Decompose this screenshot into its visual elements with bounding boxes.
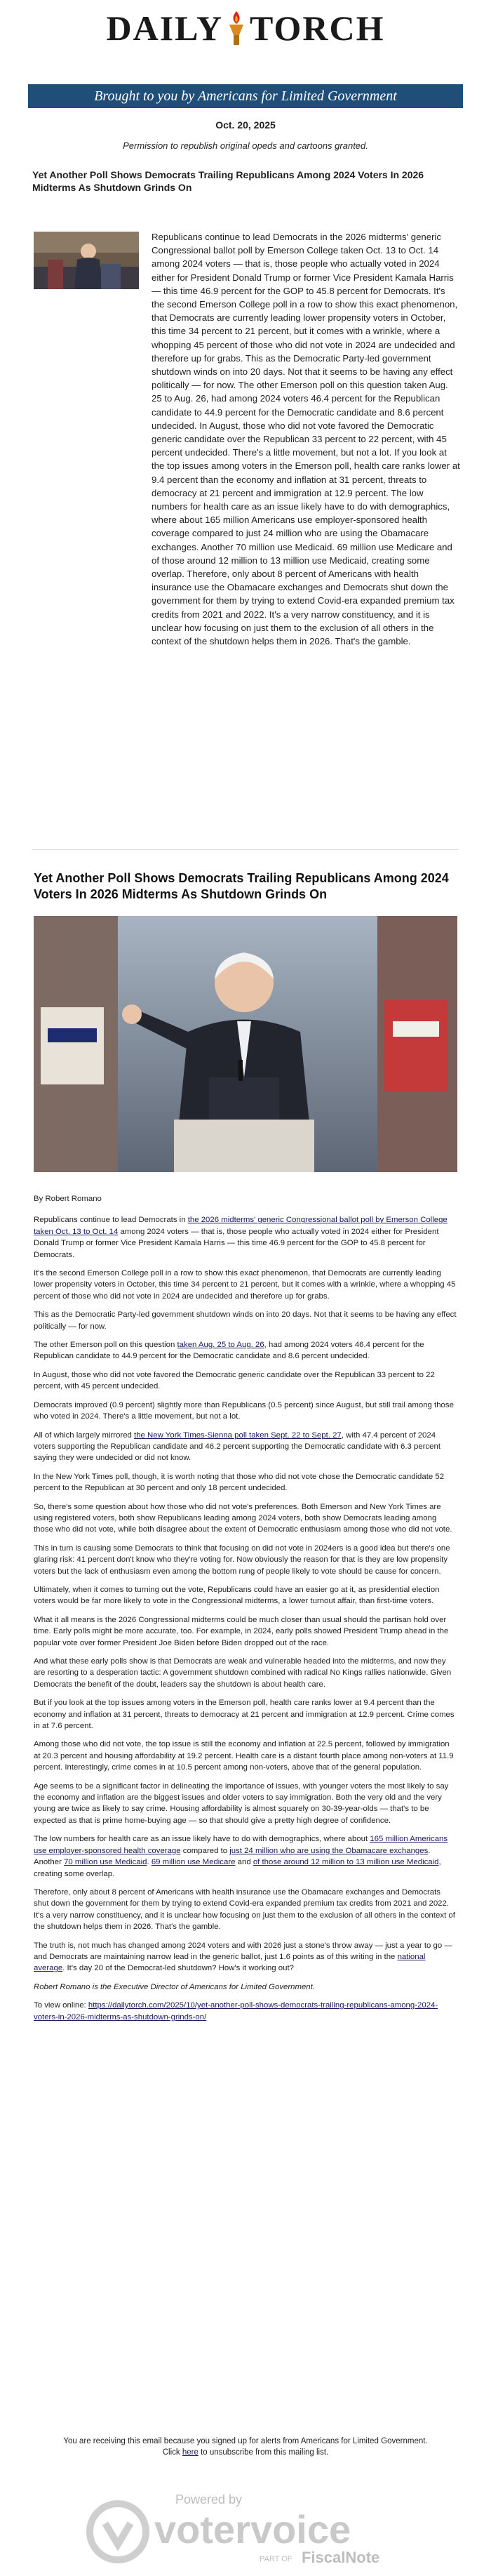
- article-paragraph: The truth is, not much has changed among 2024 voters and with 2026 just a stone's throw away — just a year to go — and Democrats are maintaining narrow lead in the generic ballot, just 1.6 points as of this writing in the national average. It's day 20 of the Democrat-led shutdown? How's it working out?: [34, 1941, 452, 1973]
- article-hero-image: [34, 916, 457, 1172]
- unsubscribe-link[interactable]: here: [182, 2448, 199, 2457]
- article-paragraph: It's the second Emerson College poll in a row to show this exact phenomenon, that Democrats are currently leading lower propensity voters in October, this time 34 percent to 21 percent, but it comes with a wrinkle, where a whopping 45 percent of those who did not vote in 2024 are undecided and therefore up for grabs.: [34, 1269, 456, 1301]
- emerson-aug-poll-link[interactable]: taken Aug. 25 to Aug. 26: [177, 1341, 264, 1350]
- national-average-link[interactable]: national average: [34, 1952, 426, 1973]
- summary-thumbnail-image[interactable]: [34, 232, 139, 289]
- footer-note: [56, 2436, 435, 2458]
- article-paragraph: So, there's some question about how those who did not vote's preferences. Both Emerson and New York Times are using registered voters, both show Republicans leading among 2024 voters, both show Democrats leading among those who did not vote, while both disagree about the extent of Democratic enthusiasm among those who did not vote.: [34, 1502, 452, 1534]
- fiscalnote-wordmark: FiscalNote: [302, 2549, 380, 2565]
- author-note: Robert Romano is the Executive Director of Americans for Limited Government.: [34, 1982, 315, 1991]
- unsubscribe-line: Click here to unsubscribe from this mailing list.: [162, 2448, 329, 2457]
- byline: By Robert Romano: [34, 1195, 102, 1203]
- brand-logo: [0, 10, 491, 46]
- employer-coverage-link[interactable]: 165 million Americans use employer-sponsored health coverage: [34, 1835, 448, 1855]
- article-paragraph: Among those who did not vote, the top issue is still the economy and inflation at 22.5 percent, followed by immigration at 20.3 percent and housing affordability at 19.2 percent. Health care is a distant fourth place among non-voters at 11.9 percent. Interestingly, crime comes in at 10.5 percent among non-voters, above that of the general population.: [34, 1740, 454, 1772]
- view-online-link[interactable]: https://dailytorch.com/2025/10/yet-another-poll-shows-democrats-trailing-republicans-among-2024-voters-in-2026-midterms-as-shutdown-grinds-on/: [34, 2001, 438, 2021]
- article-paragraph: Therefore, only about 8 percent of Americans with health insurance use the Obamacare exchanges and Democrats shut down the government for them by trying to extend Covid-era expanded premium tax credits from 2021 and 2022. It's a very narrow constituency, and it is unclear how focusing on just them to the exclusion of all others in the context of the shutdown helps them in 2026. That's the gamble.: [34, 1887, 455, 1932]
- article-headline: Yet Another Poll Shows Democrats Trailing Republicans Among 2024 Voters In 2026 Midterms As Shutdown Grinds On: [34, 871, 449, 901]
- article-paragraph: Republicans continue to lead Democrats in the 2026 midterms' generic Congressional ballot poll by Emerson College taken Oct. 13 to Oct. 14 among 2024 voters — that is, those people who actually voted in 2024 either for President Donald Trump or former Vice President Kamala Harris — this time 46.9 percent for the GOP to 45.8 percent for Democrats.: [34, 1216, 448, 1259]
- article-paragraph: Ultimately, when it comes to turning out the vote, Republicans could have an easier go at it, as presidential election voters would be far more likely to vote in the Congressional midterms, a lower turnout affair, than first-time voters.: [34, 1585, 440, 1606]
- nyt-sienna-poll-link[interactable]: the New York Times-Sienna poll taken Sept. 22 to Sept. 27: [134, 1430, 342, 1440]
- votervoice-wordmark: votervoice: [154, 2507, 351, 2551]
- issue-date: Oct. 20, 2025: [215, 119, 276, 131]
- article-paragraph: Age seems to be a significant factor in delineating the importance of issues, with younger voters the most likely to say the economy and inflation are the biggest issues and older voters to say immigration. Both the very old and the very young are twice as likely to say crime. Housing affordability is almost squarely on 30-39-year-olds — that's to be expected as that is prime home-buying age — so that should give a pretty high degree of confidence.: [34, 1781, 449, 1825]
- votervoice-logo[interactable]: [84, 2488, 407, 2565]
- permission-note: Permission to republish original opeds and cartoons granted.: [123, 140, 368, 151]
- dual-eligible-link[interactable]: of those around 12 million to 13 million use Medicaid: [253, 1858, 439, 1867]
- view-online: To view online: https://dailytorch.com/2025/10/yet-another-poll-shows-democrats-trailing-republicans-among-2024-voters-in-2026-midterms-as-shutdown-grinds-on/: [34, 2001, 438, 2021]
- article-paragraph: The other Emerson poll on this question taken Aug. 25 to Aug. 26, had among 2024 voters 46.4 percent for the Republican candidate to 44.9 percent for the Democratic candidate and 8.6 percent undecided.: [34, 1341, 424, 1361]
- article-paragraph: All of which largely mirrored the New York Times-Sienna poll taken Sept. 22 to Sept. 27, with 47.4 percent of 2024 voters supporting the Republican candidate and 46.2 percent supporting the Democratic candidate with 6.3 percent saying they were undecided or did not know.: [34, 1430, 441, 1463]
- summary-text: Republicans continue to lead Democrats in the 2026 midterms' generic Congressional ballot poll by Emerson College taken Oct. 13 to Oct. 14 among 2024 voters — that is, those people who actually voted in 2024 either for President Donald Trump or former Vice President Kamala Harris — this time 46.9 percent for the GOP to 45.8 percent for Democrats. It's the second Emerson College poll in a row to show this exact phenomenon, that Democrats are currently leading lower propensity voters in October, this time 34 percent to 21 percent, but it comes with a wrinkle, where a whopping 45 percent of those who did not vote in 2024 are undecided and therefore up for grabs. This as the Democratic Party-led government shutdown winds on into 20 days. Not that it seems to be having any effect politically — for now. The other Emerson poll on this question taken Aug. 25 to Aug. 26, had among 2024 voters 46.4 percent for the Republican candidate to 44.9 percent for the Democratic candidate and 8.6 percent undecided. In August, those who did not vote favored the Democratic generic candidate over the Republican 33 percent to 22 percent, with 45 percent undecided. There's a little movement, but not a lot. If you look at the top issues among voters in the Emerson poll, health care ranks lower at 9.4 percent than the economy and inflation at 31 percent, threats to democracy at 21 percent and immigration at 12.9 percent. The low numbers for health care as an issue likely have to do with demographics, where about 165 million Americans use employer-sponsored health coverage compared to just 24 million who are using the Obamacare exchanges. Another 70 million use Medicaid. 69 million use Medicare and of those around 12 million to 13 million use Medicaid, creating some overlap. Therefore, only about 8 percent of Americans with health insurance use the Obamacare exchanges and Democrats shut down the government for them by trying to extend Covid-era expanded premium tax credits from 2021 and 2022. It's a very narrow constituency, and it is unclear how focusing on just them to the exclusion of all others in the context of the shutdown helps them in 2026. That's the gamble.: [152, 232, 460, 647]
- part-of-label: PART OF: [260, 2555, 292, 2563]
- powered-by-label: Powered by: [175, 2492, 243, 2507]
- article-paragraph: The low numbers for health care as an issue likely have to do with demographics, where about 165 million Americans use employer-sponsored health coverage compared to just 24 million who are using the Obamacare exchanges. Another 70 million use Medicaid. 69 million use Medicare and of those around 12 million to 13 million use Medicaid, creating some overlap.: [34, 1835, 448, 1878]
- article-paragraph: This in turn is causing some Democrats to think that focusing on did not vote in 2024ers is a good idea but there's one glaring risk: 41 percent don't know who they're voting for. Now obviously the reason for that is they are low propensity voters but the lack of enthusiasm even among the bottom rung of people likely to vote should be cause for concern.: [34, 1543, 450, 1576]
- article-paragraph: In the New York Times poll, though, it is worth noting that those who did not vote chose the Democratic candidate 52 percent to the Republican at 30 percent and only 18 percent undecided.: [34, 1472, 445, 1493]
- summary-headline[interactable]: Yet Another Poll Shows Democrats Trailing Republicans Among 2024 Voters In 2026 Midterms As Shutdown Grinds On: [32, 169, 424, 193]
- emerson-oct-poll-link[interactable]: the 2026 midterms' generic Congressional ballot poll by Emerson College taken Oct. 13 to Oct. 14: [34, 1216, 448, 1236]
- tagline-bar: Brought to you by Americans for Limited Government: [28, 84, 463, 108]
- medicare-link[interactable]: 69 million use Medicare: [151, 1858, 236, 1867]
- article-paragraph: And what these early polls show is that Democrats are weak and vulnerable headed into the midterms, and now they are resorting to a desperation tactic: A government shutdown combined with radical No Kings rallies nationwide. Given Democrats the benefit of the doubt, leaders say the shutdown is about health care.: [34, 1657, 452, 1689]
- obamacare-exchanges-link[interactable]: just 24 million who are using the Obamacare exchanges: [229, 1846, 429, 1855]
- article-paragraph: Democrats improved (0.9 percent) slightly more than Republicans (0.5 percent) since August, but still trail among those who voted in 2024. There's a little movement, but not a lot.: [34, 1400, 454, 1421]
- article-paragraph: What it all means is the 2026 Congressional midterms could be much closer than usual should the partisan hold over time. Early polls might be more accurate, too. For example, in 2024, early polls showed President Trump ahead in the popular vote over former President Joe Biden before Biden dropped out of the race.: [34, 1615, 449, 1647]
- medicaid-link[interactable]: 70 million use Medicaid: [64, 1858, 147, 1867]
- torch-icon: [224, 10, 248, 46]
- article-paragraph: This as the Democratic Party-led government shutdown winds on into 20 days. Not that it seems to be having any effect politically — for now.: [34, 1310, 457, 1331]
- brand-left: DAILY: [106, 8, 224, 48]
- article-paragraph: In August, those who did not vote favored the Democratic generic candidate over the Republican 33 percent to 22 percent, with 45 percent undecided.: [34, 1370, 435, 1391]
- section-divider: [32, 849, 459, 850]
- signup-notice: You are receiving this email because you signed up for alerts from Americans for Limited Government.: [63, 2437, 428, 2445]
- article-paragraph: But if you look at the top issues among voters in the Emerson poll, health care ranks lower at 9.4 percent than the economy and inflation at 31 percent, threats to democracy at 21 percent and immigration at 12.9 percent. Crime comes in at 7.6 percent.: [34, 1699, 455, 1731]
- article-body: [34, 1193, 457, 2030]
- brand-right: TORCH: [250, 8, 385, 48]
